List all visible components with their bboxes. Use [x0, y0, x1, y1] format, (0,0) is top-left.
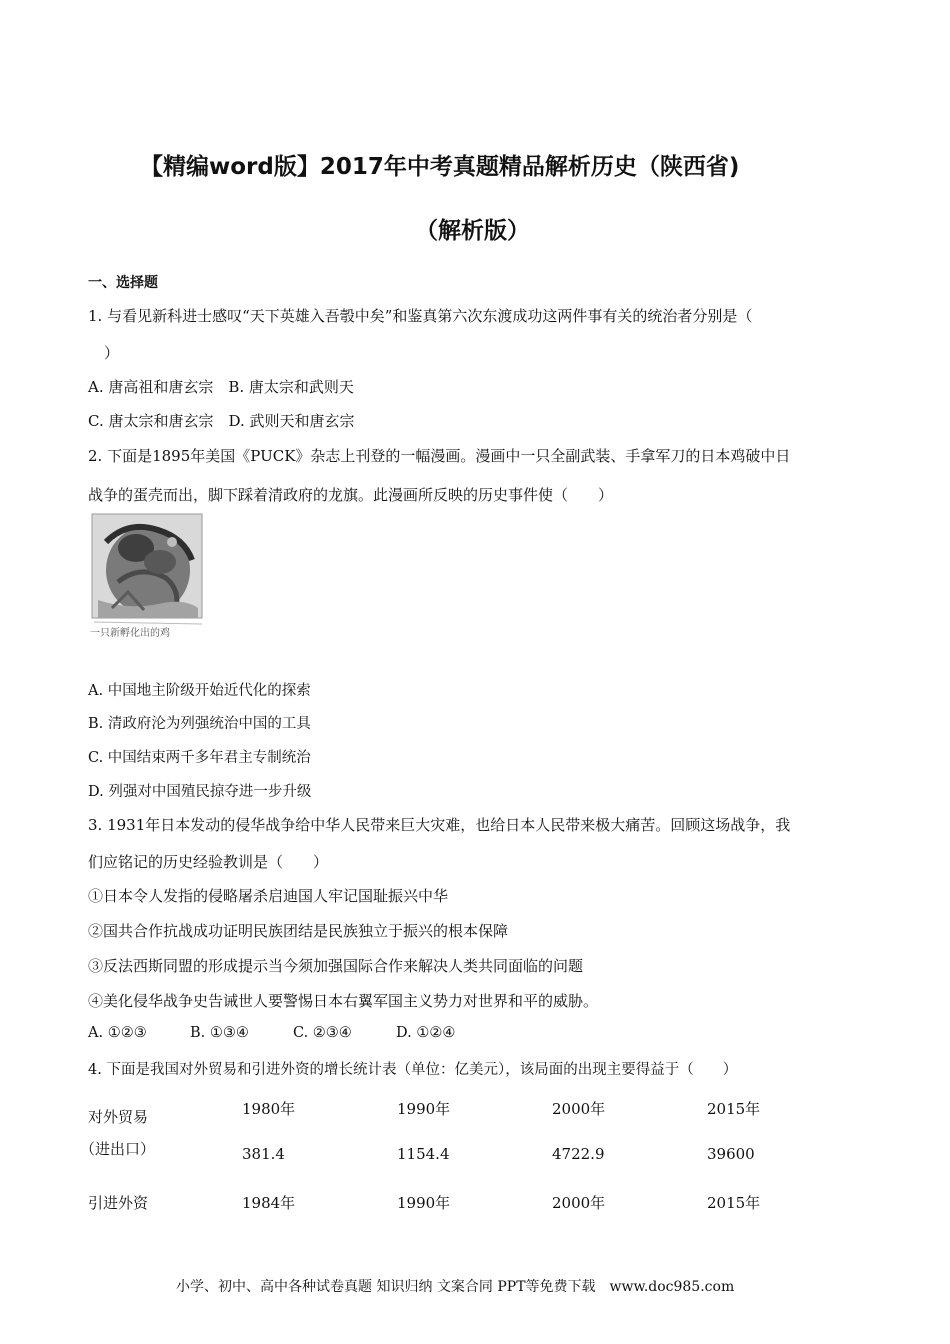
q3-item-1: ①日本令人发指的侵略屠杀启迪国人牢记国耻振兴中华 [88, 887, 449, 905]
q4-stem: 4. 下面是我国对外贸易和引进外资的增长统计表（单位：亿美元），该局面的出现主要得益于（ ） [88, 1062, 738, 1078]
q3-option-b: B. ①③④ [190, 1025, 249, 1041]
invest-year-cell: 1990年 [397, 1194, 451, 1212]
trade-year-cell: 1980年 [242, 1100, 296, 1118]
invest-year-cell: 2000年 [552, 1194, 606, 1212]
trade-label-sub: （进出口） [80, 1140, 156, 1158]
q1-options-line2: C. 唐太宗和唐玄宗 D. 武则天和唐玄宗 [88, 412, 355, 430]
q3-item-4: ④美化侵华战争史告诫世人要警惕日本右翼军国主义势力对世界和平的威胁。 [88, 992, 599, 1010]
q1-stem-line1: 1. 与看见新科进士感叹“天下英雄入吾彀中矣”和鉴真第六次东渡成功这两件事有关的统治者分别是（ [88, 307, 753, 325]
trade-year-cell: 2000年 [552, 1100, 606, 1118]
q3-stem-line2: 们应铭记的历史经验教训是（ ） [88, 853, 329, 871]
trade-year-cell: 1990年 [397, 1100, 451, 1118]
document-title: 【精编word版】2017年中考真题精品解析历史（陕西省) [140, 154, 740, 180]
q3-stem-line1: 3. 1931年日本发动的侵华战争给中华人民带来巨大灾难，也给日本人民带来极大痛苦。回顾这场战争，我 [88, 816, 791, 834]
invest-year-cell: 1984年 [242, 1194, 296, 1212]
trade-value-cell: 381.4 [242, 1145, 285, 1163]
q3-option-d: D. ①②④ [396, 1025, 456, 1041]
document-subtitle: （解析版） [415, 218, 530, 244]
trade-value-cell: 4722.9 [552, 1145, 605, 1163]
cartoon-figure [88, 512, 208, 644]
cartoon-caption: 一只新孵化出的鸡 [90, 628, 170, 639]
trade-value-cell: 1154.4 [397, 1145, 450, 1163]
q3-option-c: C. ②③④ [293, 1025, 352, 1041]
trade-value-cell: 39600 [707, 1145, 755, 1163]
q1-stem-line2: ） [104, 344, 120, 362]
page-footer: 小学、初中、高中各种试卷真题 知识归纳 文案合同 PPT等免费下载 www.doc985.com [176, 1279, 735, 1295]
invest-label: 引进外资 [88, 1194, 149, 1212]
q2-stem-line2: 战争的蛋壳而出，脚下踩着清政府的龙旗。此漫画所反映的历史事件使（ ） [88, 486, 614, 504]
q2-option-b: B. 清政府沦为列强统治中国的工具 [88, 716, 311, 732]
q3-item-3: ③反法西斯同盟的形成提示当今须加强国际合作来解决人类共同面临的问题 [88, 957, 584, 975]
q3-item-2: ②国共合作抗战成功证明民族团结是民族独立于振兴的根本保障 [88, 922, 509, 940]
q3-option-a: A. ①②③ [88, 1025, 147, 1041]
section-heading: 一、选择题 [88, 275, 158, 291]
q2-option-c: C. 中国结束两千多年君主专制统治 [88, 750, 311, 766]
trade-year-cell: 2015年 [707, 1100, 761, 1118]
invest-year-cell: 2015年 [707, 1194, 761, 1212]
q2-stem-line1: 2. 下面是1895年美国《PUCK》杂志上刊登的一幅漫画。漫画中一只全副武装、手拿军刀的日本鸡破中日 [88, 447, 791, 465]
trade-label: 对外贸易 [88, 1108, 149, 1126]
q2-option-a: A. 中国地主阶级开始近代化的探索 [88, 683, 311, 699]
q2-option-d: D. 列强对中国殖民掠夺进一步升级 [88, 784, 312, 800]
q1-options-line1: A. 唐高祖和唐玄宗 B. 唐太宗和武则天 [88, 378, 354, 396]
